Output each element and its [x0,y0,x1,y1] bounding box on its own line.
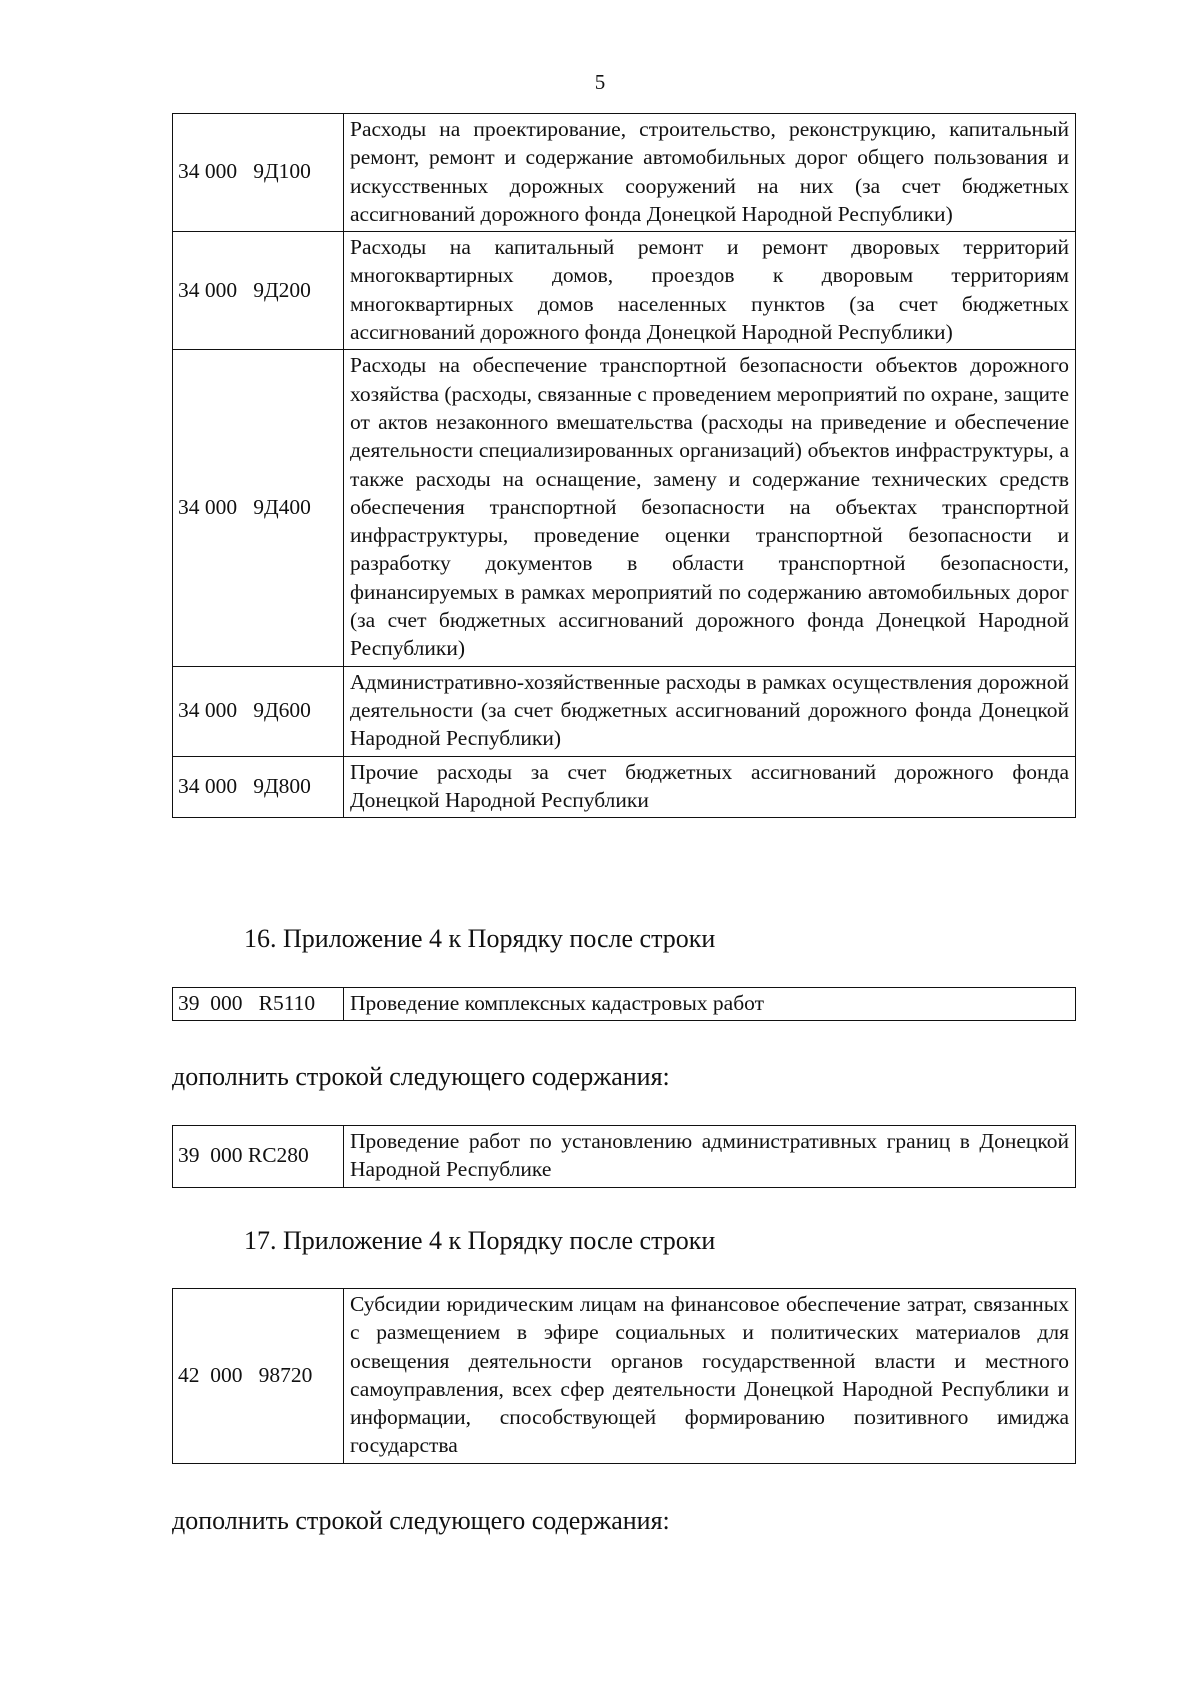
table-row [173,232,1076,350]
budget-code-cell: 39 000 RC280 [173,1126,344,1188]
budget-codes-table-media-subsidies [172,1288,1076,1464]
description-cell: Субсидии юридическим лицам на финансовое обеспечение затрат, связанных с размещением в эфире социальных и политических материалов для освещения деятельности органов государственной власти и местного самоуправления, всех сфер деятельности Донецкой Народной Республики и информации, способствующей формированию позитивного имиджа государства [344,1289,1076,1464]
budget-codes-table-road-fund [172,113,1076,818]
budget-code-cell: 34 000 9Д600 [173,666,344,756]
description-cell: Расходы на проектирование, строительство, реконструкцию, капитальный ремонт, ремонт и содержание автомобильных дорог общего пользования и искусственных дорожных сооружений на них (за счет бюджетных ассигнований дорожного фонда Донецкой Народной Республики) [344,114,1076,232]
table-row [173,1126,1076,1188]
description-cell: Административно-хозяйственные расходы в рамках осуществления дорожной деятельности (за счет бюджетных ассигнований дорожного фонда Донецкой Народной Республики) [344,666,1076,756]
description-cell: Расходы на обеспечение транспортной безопасности объектов дорожного хозяйства (расходы, связанные с проведением мероприятий по охране, защите от актов незаконного вмешательства (расходы на приведение и обеспечение деятельности специализированных организаций) объектов инфраструктуры, а также расходы на оснащение, замену и содержание технических средств обеспечения транспортной безопасности на объектах транспортной инфраструктуры, проведение оценки транспортной безопасности и разработку документов в области транспортной безопасности, финансируемых в рамках мероприятий по содержанию автомобильных дорог (за счет бюджетных ассигнований дорожного фонда Донецкой Народной Республики) [344,350,1076,666]
paragraph-17-heading: 17. Приложение 4 к Порядку после строки [244,1226,716,1255]
table-row [173,666,1076,756]
description-cell: Проведение комплексных кадастровых работ [344,988,1076,1021]
budget-code-cell: 34 000 9Д800 [173,756,344,818]
supplement-instruction: дополнить строкой следующего содержания: [172,1506,670,1535]
budget-codes-table-cadastral [172,987,1076,1021]
description-cell: Проведение работ по установлению административных границ в Донецкой Народной Республике [344,1126,1076,1188]
table-row [173,1289,1076,1464]
budget-codes-table-boundaries [172,1125,1076,1188]
budget-code-cell: 42 000 98720 [173,1289,344,1464]
paragraph-16-heading: 16. Приложение 4 к Порядку после строки [244,924,716,953]
supplement-instruction: дополнить строкой следующего содержания: [172,1062,670,1091]
table-row [173,114,1076,232]
description-cell: Расходы на капитальный ремонт и ремонт дворовых территорий многоквартирных домов, проездов к дворовым территориям многоквартирных домов населенных пунктов (за счет бюджетных ассигнований дорожного фонда Донецкой Народной Республики) [344,232,1076,350]
table-row [173,350,1076,666]
budget-code-cell: 39 000 R5110 [173,988,344,1021]
budget-code-cell: 34 000 9Д400 [173,350,344,666]
description-cell: Прочие расходы за счет бюджетных ассигнований дорожного фонда Донецкой Народной Республики [344,756,1076,818]
budget-code-cell: 34 000 9Д200 [173,232,344,350]
budget-code-cell: 34 000 9Д100 [173,114,344,232]
page-number: 5 [594,70,606,94]
table-row [173,988,1076,1021]
table-row [173,756,1076,818]
